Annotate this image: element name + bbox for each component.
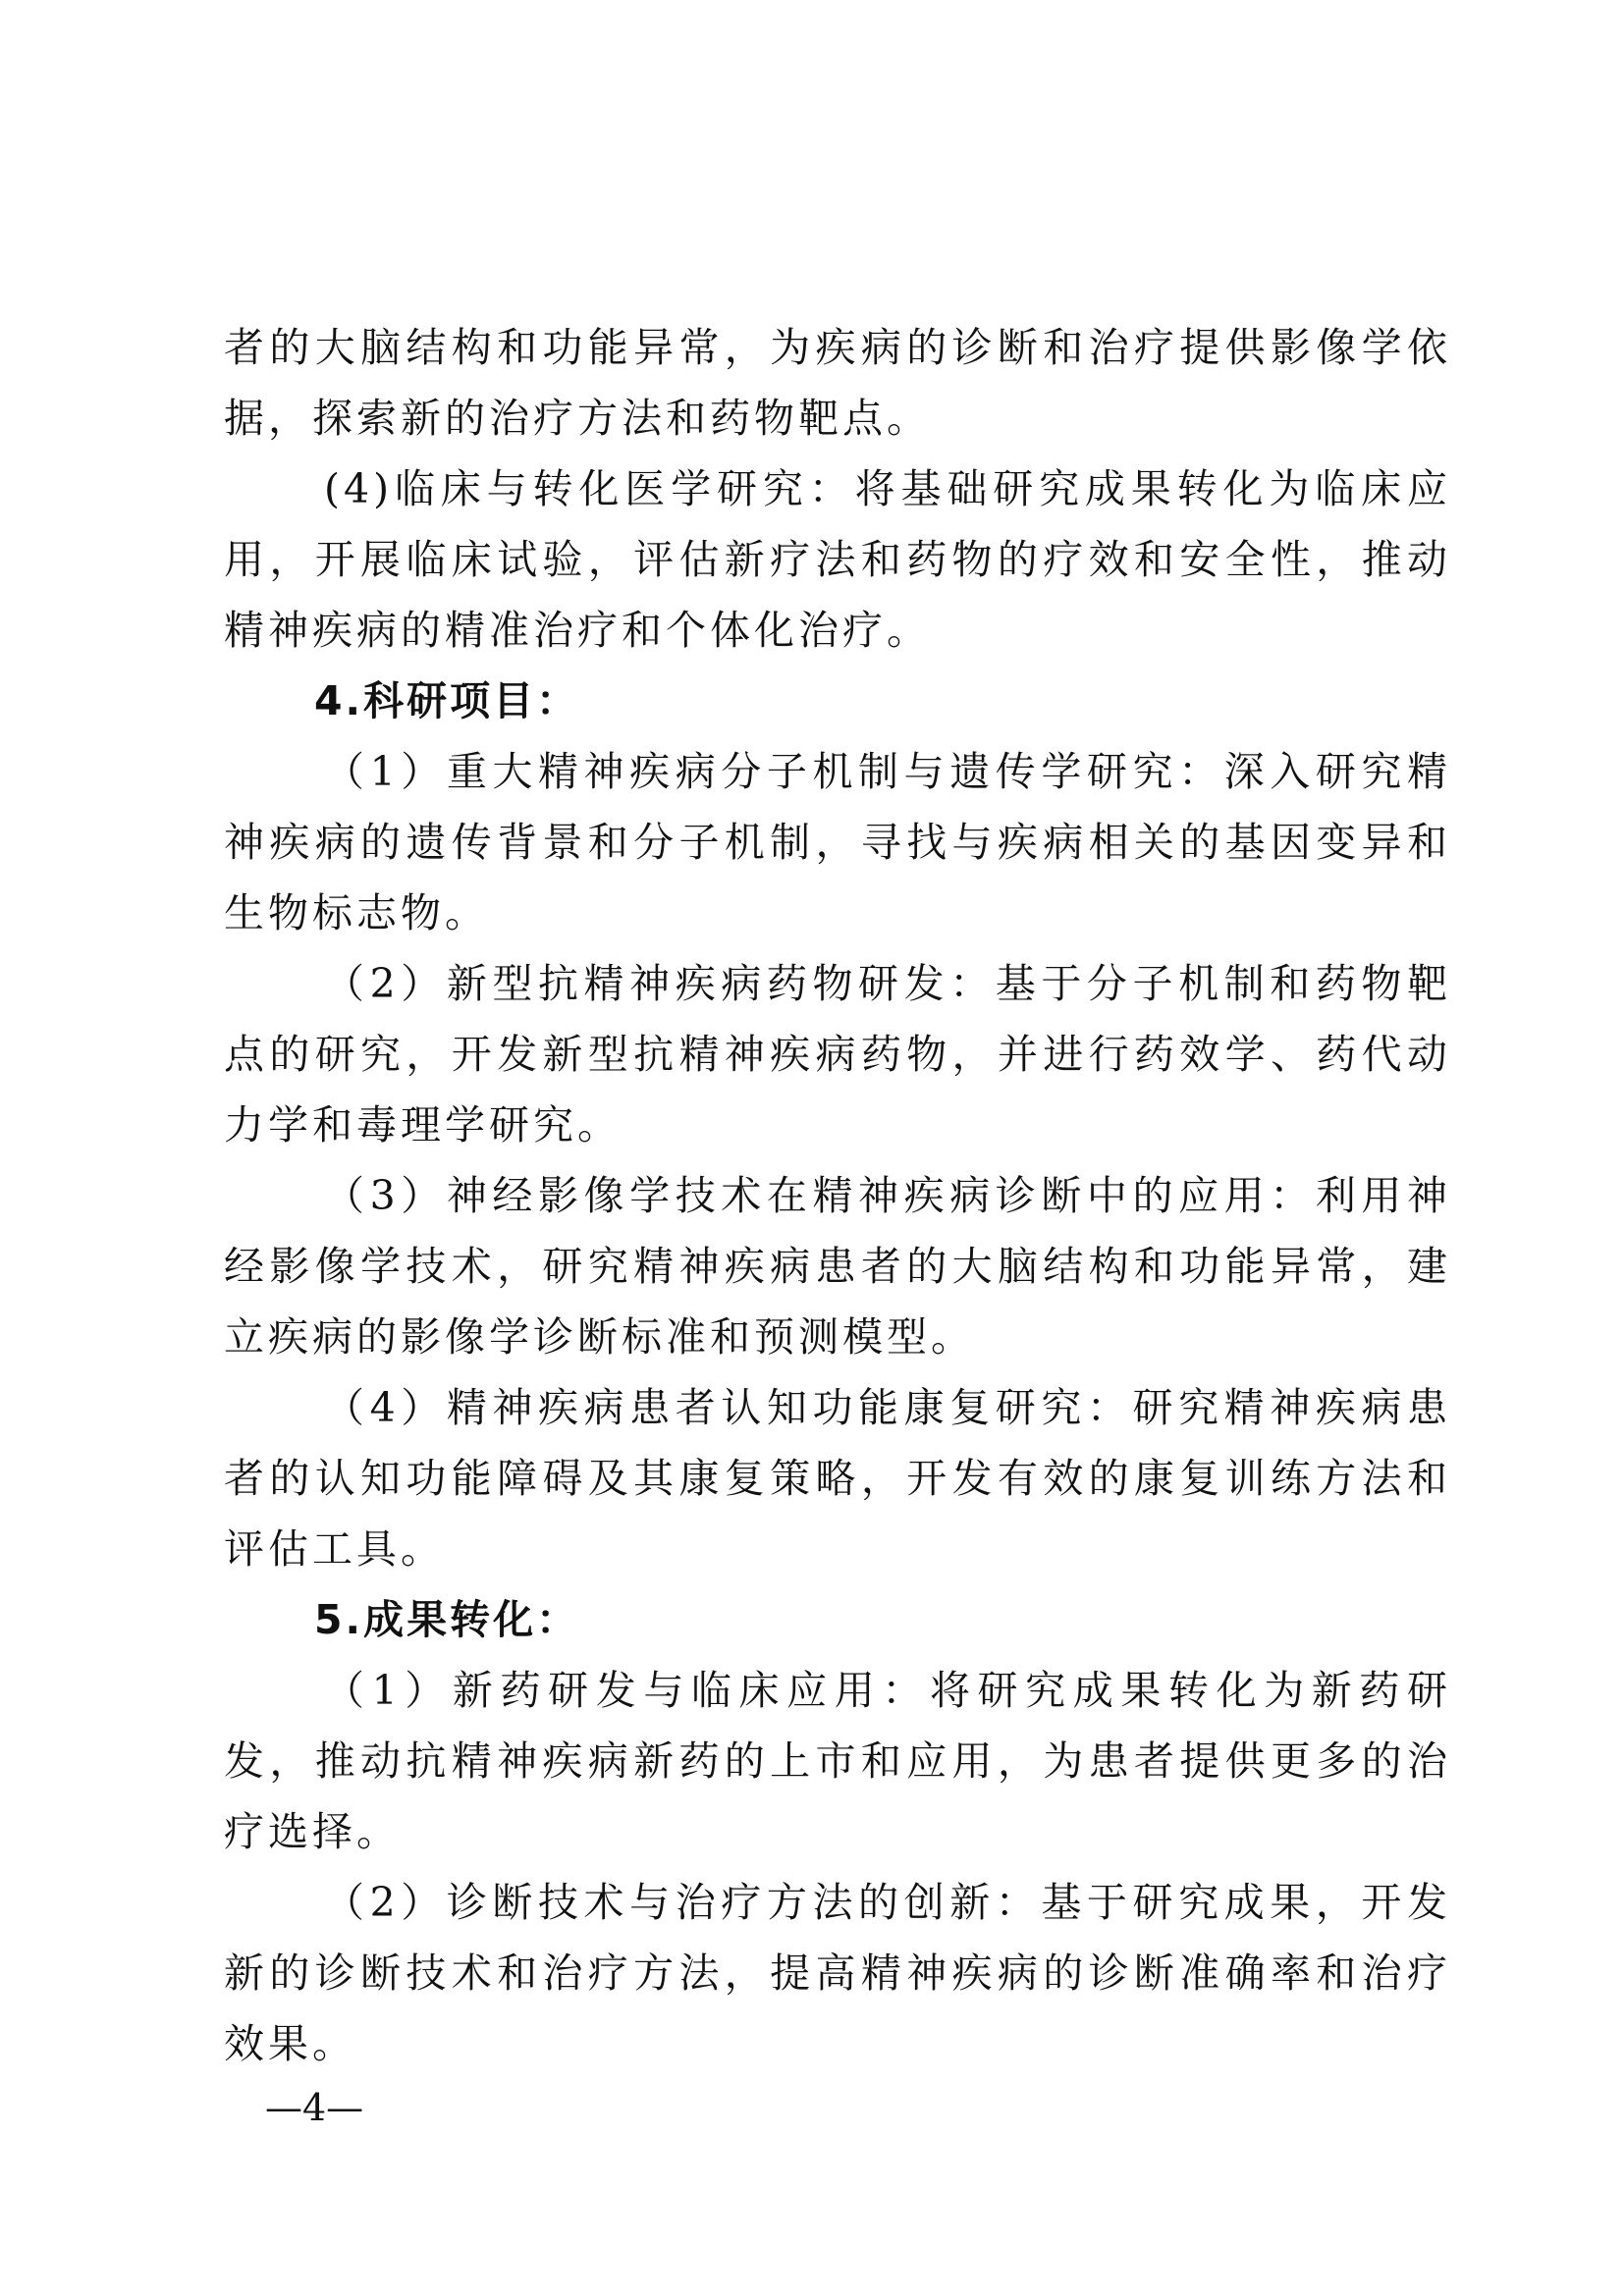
section-heading-research-projects: 4.科研项目：: [314, 677, 580, 724]
paragraph-clinical-translation: (4)临床与转化医学研究：将基础研究成果转化为临床应用，开展临床试验，评估新疗法和药物的疗效和安全性，推动精神疾病的精准治疗和个体化治疗。: [224, 465, 1451, 654]
paragraph-transfer-1: （1）新药研发与临床应用：将研究成果转化为新药研发，推动抗精神疾病新药的上市和应用，为患者提供更多的治疗选择。: [224, 1667, 1451, 1855]
body-text: [224, 312, 1451, 2079]
page-number: —4—: [265, 2086, 364, 2129]
paragraph-project-1: （1）重大精神疾病分子机制与遗传学研究：深入研究精神疾病的遗传背景和分子机制，寻找与疾病相关的基因变异和生物标志物。: [224, 748, 1451, 936]
paragraph-project-3: （3）神经影像学技术在精神疾病诊断中的应用：利用神经影像学技术，研究精神疾病患者的大脑结构和功能异常，建立疾病的影像学诊断标准和预测模型。: [224, 1172, 1451, 1361]
paragraph-continuation: 者的大脑结构和功能异常，为疾病的诊断和治疗提供影像学依据，探索新的治疗方法和药物靶点。: [224, 324, 1451, 442]
paragraph-project-4: （4）精神疾病患者认知功能康复研究：研究精神疾病患者的认知功能障碍及其康复策略，开发有效的康复训练方法和评估工具。: [224, 1384, 1451, 1573]
paragraph-project-2: （2）新型抗精神疾病药物研发：基于分子机制和药物靶点的研究，开发新型抗精神疾病药物，并进行药效学、药代动力学和毒理学研究。: [224, 960, 1451, 1148]
paragraph-transfer-2: （2）诊断技术与治疗方法的创新：基于研究成果，开发新的诊断技术和治疗方法，提高精神疾病的诊断准确率和治疗效果。: [224, 1879, 1451, 2067]
section-heading-achievement-transfer: 5.成果转化：: [314, 1596, 580, 1643]
